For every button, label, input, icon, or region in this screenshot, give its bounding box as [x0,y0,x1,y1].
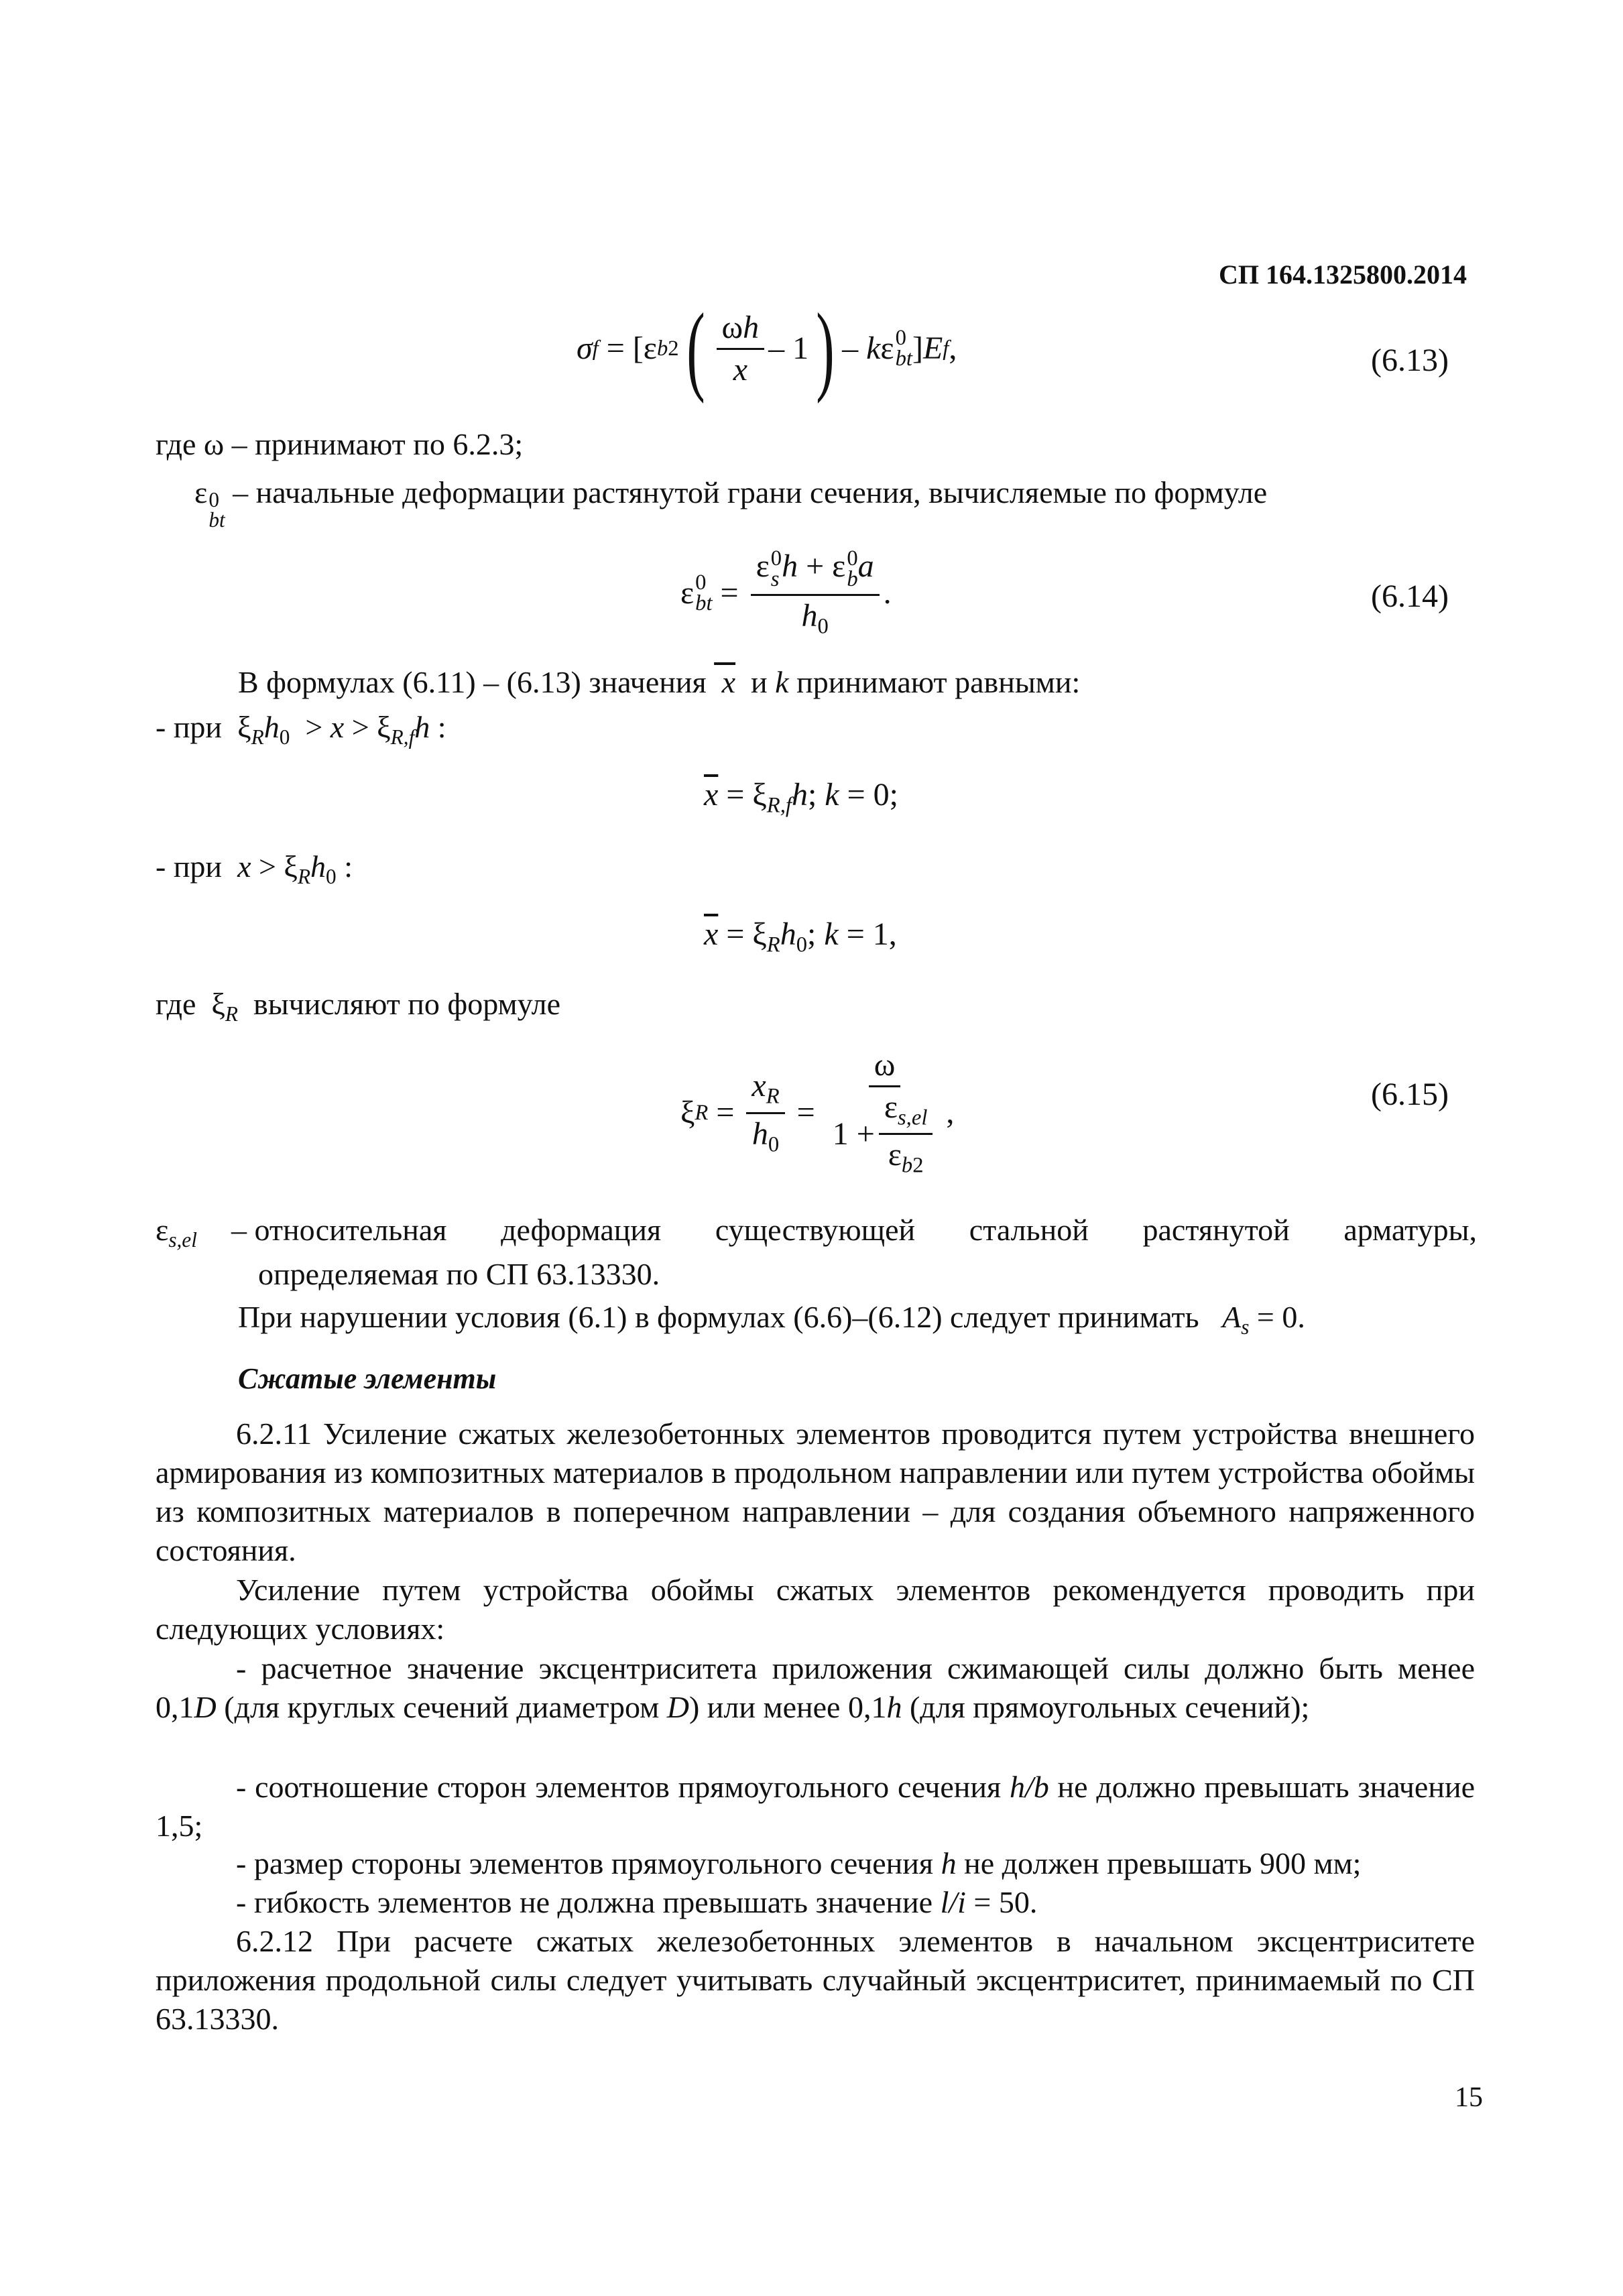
eps-word: существующей [715,1213,916,1247]
eps-word: деформация [501,1213,662,1247]
where-omega-text: где ω – принимают по 6.2.3; [156,427,524,461]
formulas-intro-line: В формулах (6.11) – (6.13) значения x и k принимают равными: [238,665,1081,699]
violation-text: При нарушении условия (6.1) в формулах (6.6)–(6.12) следует принимать [238,1300,1199,1334]
formulas-intro-end: принимают равными: [796,665,1081,699]
paragraph-6-2-11: 6.2.11 Усиление сжатых железобетонных элементов проводится путем устройства внешнего армирования из композитных материалов в продольном направлении или путем устройства обоймы из композитных материалов в поперечном направлении – для создания объемного напряженного состояния. [156,1416,1475,1567]
eps-word: – относительная [231,1213,447,1247]
epsilon-sel-description-line-1 [231,1215,1477,1246]
eps-word: растянутой [1142,1213,1290,1247]
bullet-4: - гибкость элементов не должна превышать значение l/i = 50. [236,1885,1038,1919]
bullet-2: - соотношение сторон элементов прямоугольного сечения h/b не должно превышать значение 1,5; [156,1770,1475,1843]
case-1-prefix: - при [156,710,223,744]
section-heading: Сжатые элементы [238,1362,497,1395]
equation-number-6-14: (6.14) [1371,579,1449,614]
where-xi-end: вычисляют по формуле [253,987,560,1021]
case-2-prefix: - при [156,849,223,884]
bullet-1: - расчетное значение эксцентриситета приложения сжимающей силы должно быть менее 0,1D (для круглых сечений диаметром D) или менее 0,1h (для прямоугольных сечений); [156,1651,1475,1724]
formula-6-13: σ f = [ε b 2 ( $\frac{\omega h}{x}$ – 1 ) – kε 0 bt ]E f , [577,293,957,404]
eps-word: арматуры, [1343,1213,1477,1247]
paragraph-conditions: Усиление путем устройства обоймы сжатых элементов рекомендуется проводить при следующих условиях: [156,1573,1475,1646]
formula-6-14: ε 0 bt = ε 0 s h + ε 0 b a $h_0$ . [680,546,892,639]
document-code: СП 164.1325800.2014 [1219,259,1467,290]
epsilon-sel-symbol: $\varepsilon_{s,el}$ [156,1213,197,1252]
eps-word: стальной [969,1213,1089,1247]
formulas-intro-text: В формулах (6.11) – (6.13) значения [238,665,707,699]
epsilon-bt-line: ε 0 bt – начальные деформации растянутой грани сечения, вычисляемые по формуле [194,475,1268,532]
violation-line: При нарушении условия (6.1) в формулах (6.6)–(6.12) следует принимать $A_s = 0$. [238,1300,1305,1339]
equation-number-6-13: (6.13) [1371,343,1449,378]
equation-number-6-15: (6.15) [1371,1077,1449,1112]
case-2-line: - при $x > \xi_Rh_0$ : [156,849,353,888]
where-xi-prefix: где [156,987,196,1021]
case-1-formula: $\overline{x} = \xi_{R,f}h$; k = 0; [704,777,898,818]
case-1-line: - при $\xi_Rh_0 > x > \xi_{R,f}h$ : [156,710,446,749]
paragraph-6-2-12: 6.2.12 При расчете сжатых железобетонных элементов в начальном эксцентриситете приложения продольной силы следует учитывать случайный эксцентриситет, принимаемый по СП 63.13330. [156,1924,1475,2036]
epsilon-bt-description: – начальные деформации растянутой грани сечения, вычисляемые по формуле [225,475,1268,509]
bullet-3: - размер стороны элементов прямоугольного сечения h не должен превышать 900 мм; [236,1846,1362,1880]
formula-6-15: ξ R = $\frac{x_R}{h_0}$ = ω 1 + $\frac{\varepsilon_{s,el}}{\varepsilon_{b2}}$ , [680,1046,955,1178]
epsilon-sel-description-line-2: определяемая по СП 63.13330. [258,1257,660,1291]
where-xi-line: где $\xi_R$ вычисляют по формуле [156,987,560,1026]
case-2-formula: $\overline{x} = \xi_Rh_0$; k = 1, [704,916,897,957]
page-number: 15 [1455,2082,1483,2113]
